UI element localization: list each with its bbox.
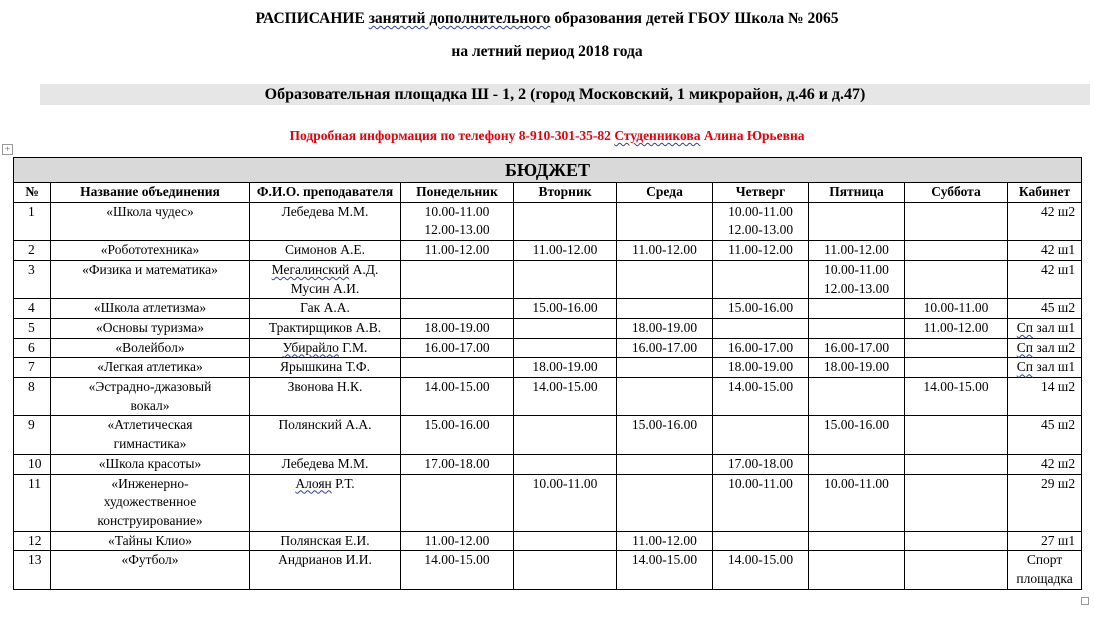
cell-thursday: 14.00-15.00 [713,378,809,416]
contact-info [0,128,1094,144]
cell-club-name: «Волейбол» [51,338,250,358]
cell-wednesday [617,299,713,319]
title-part: образования детей ГБОУ Школа № 2065 [550,10,839,27]
section-title: БЮДЖЕТ [14,158,1082,183]
cell-saturday [905,551,1008,589]
cell-teacher: Лебедева М.М. [250,454,401,474]
cell-saturday [905,241,1008,261]
cell-club-name: «Легкая атлетика» [51,358,250,378]
cell-thursday: 11.00-12.00 [713,241,809,261]
cell-teacher: Ярышкина Т.Ф. [250,358,401,378]
table-row [14,241,1082,261]
table-row [14,202,1082,240]
table-row [14,338,1082,358]
cell-monday: 17.00-18.00 [401,454,514,474]
cell-room: Спорт площадка [1008,551,1082,589]
table-row [14,551,1082,589]
cell-monday [401,299,514,319]
cell-wednesday: 15.00-16.00 [617,416,713,454]
cell-teacher: Звонова Н.К. [250,378,401,416]
schedule-table [13,157,1082,590]
cell-friday [809,378,905,416]
cell-tuesday: 11.00-12.00 [514,241,617,261]
col-thursday-header: Четверг [713,183,809,203]
cell-wednesday: 11.00-12.00 [617,241,713,261]
col-wednesday-header: Среда [617,183,713,203]
cell-tuesday: 15.00-16.00 [514,299,617,319]
cell-room: 14 ш2 [1008,378,1082,416]
cell-friday [809,299,905,319]
cell-saturday: 11.00-12.00 [905,318,1008,338]
spellcheck-word: Сп [1016,339,1033,355]
spellcheck-word: Сп [1016,319,1033,335]
cell-monday [401,260,514,298]
cell-friday: 18.00-19.00 [809,358,905,378]
cell-monday: 10.00-11.00 12.00-13.00 [401,202,514,240]
cell-thursday: 18.00-19.00 [713,358,809,378]
cell-tuesday [514,338,617,358]
cell-club-name: «Школа красоты» [51,454,250,474]
spellcheck-word: Алоян [295,475,332,491]
cell-saturday [905,454,1008,474]
cell-monday: 11.00-12.00 [401,531,514,551]
cell-thursday: 15.00-16.00 [713,299,809,319]
cell-tuesday [514,454,617,474]
table-move-handle-icon[interactable]: + [2,144,13,155]
contact-phone-text: Подробная информация по телефону 8-910-301-35-82 [289,128,615,143]
cell-number: 8 [14,378,51,416]
cell-tuesday [514,531,617,551]
cell-number: 11 [14,474,51,531]
cell-tuesday [514,260,617,298]
cell-number: 9 [14,416,51,454]
table-row [14,299,1082,319]
venue-banner: Образовательная площадка Ш - 1, 2 (город Московский, 1 микрорайон, д.46 и д.47) [40,84,1090,105]
col-friday-header: Пятница [809,183,905,203]
cell-friday: 10.00-11.00 [809,474,905,531]
cell-number: 4 [14,299,51,319]
cell-tuesday: 10.00-11.00 [514,474,617,531]
spellcheck-word: Убирайло [282,339,339,355]
col-room-header: Кабинет [1008,183,1082,203]
cell-number: 2 [14,241,51,261]
cell-number: 6 [14,338,51,358]
cell-wednesday: 16.00-17.00 [617,338,713,358]
table-row [14,531,1082,551]
table-row [14,260,1082,298]
cell-wednesday [617,260,713,298]
table-row [14,358,1082,378]
cell-friday [809,551,905,589]
cell-tuesday: 14.00-15.00 [514,378,617,416]
cell-thursday [713,531,809,551]
cell-monday: 11.00-12.00 [401,241,514,261]
table-row [14,454,1082,474]
cell-room: 42 ш1 [1008,260,1082,298]
cell-club-name: «Тайны Клио» [51,531,250,551]
cell-monday: 15.00-16.00 [401,416,514,454]
cell-number: 13 [14,551,51,589]
cell-thursday: 10.00-11.00 [713,474,809,531]
cell-friday [809,531,905,551]
cell-monday: 14.00-15.00 [401,378,514,416]
cell-club-name: «Школа чудес» [51,202,250,240]
cell-thursday: 14.00-15.00 [713,551,809,589]
cell-saturday [905,260,1008,298]
cell-club-name: «Инженерно- художественное конструирование» [51,474,250,531]
cell-club-name: «Основы туризма» [51,318,250,338]
cell-teacher: Полянская Е.И. [250,531,401,551]
cell-room: 42 ш2 [1008,454,1082,474]
cell-wednesday [617,378,713,416]
cell-club-name: «Футбол» [51,551,250,589]
spellcheck-word: Мегалинский [271,261,350,277]
cell-club-name: «Школа атлетизма» [51,299,250,319]
cell-saturday [905,202,1008,240]
cell-teacher: Трактирщиков А.В. [250,318,401,338]
cell-friday: 15.00-16.00 [809,416,905,454]
table-row [14,378,1082,416]
cell-tuesday [514,318,617,338]
cell-monday: 18.00-19.00 [401,318,514,338]
cell-room: Сп зал ш1 [1008,358,1082,378]
cell-teacher: Симонов А.Е. [250,241,401,261]
cell-wednesday [617,358,713,378]
col-saturday-header: Суббота [905,183,1008,203]
cell-saturday [905,338,1008,358]
cell-teacher: Мегалинский А.Д. Мусин А.И. [250,260,401,298]
col-club-name-header: Название объединения [51,183,250,203]
table-row [14,318,1082,338]
cell-saturday [905,416,1008,454]
spellcheck-word: Сп [1016,359,1033,375]
cell-wednesday: 18.00-19.00 [617,318,713,338]
cell-wednesday [617,202,713,240]
col-teacher-header: Ф.И.О. преподавателя [250,183,401,203]
cell-thursday [713,318,809,338]
cell-monday [401,474,514,531]
table-row [14,474,1082,531]
cell-saturday: 14.00-15.00 [905,378,1008,416]
cell-teacher: Андрианов И.И. [250,551,401,589]
page-subtitle: на летний период 2018 года [451,43,643,60]
table-body [14,202,1082,589]
cell-tuesday [514,551,617,589]
cell-room: Сп зал ш1 [1008,318,1082,338]
cell-wednesday [617,454,713,474]
cell-friday [809,202,905,240]
page-title [0,10,1094,28]
cell-thursday: 10.00-11.00 12.00-13.00 [713,202,809,240]
cell-saturday [905,358,1008,378]
cell-teacher: Гак А.А. [250,299,401,319]
cell-monday: 16.00-17.00 [401,338,514,358]
cell-club-name: «Физика и математика» [51,260,250,298]
cell-wednesday: 11.00-12.00 [617,531,713,551]
cell-club-name: «Эстрадно-джазовый вокал» [51,378,250,416]
table-header-row [14,183,1082,203]
cell-monday [401,358,514,378]
title-part-spellcheck: занятий дополнительного [368,10,551,27]
cell-tuesday: 18.00-19.00 [514,358,617,378]
col-number-header: № [14,183,51,203]
cell-friday: 16.00-17.00 [809,338,905,358]
cell-room: 29 ш2 [1008,474,1082,531]
cell-number: 10 [14,454,51,474]
contact-name: Алина Юрьевна [700,128,805,143]
cell-club-name: «Робототехника» [51,241,250,261]
col-tuesday-header: Вторник [514,183,617,203]
cell-teacher: Убирайло Г.М. [250,338,401,358]
cell-club-name: «Атлетическая гимнастика» [51,416,250,454]
contact-surname: Студенникова [614,128,701,143]
col-monday-header: Понедельник [401,183,514,203]
cell-teacher: Лебедева М.М. [250,202,401,240]
cell-saturday: 10.00-11.00 [905,299,1008,319]
cell-thursday: 17.00-18.00 [713,454,809,474]
cell-number: 7 [14,358,51,378]
cell-saturday [905,474,1008,531]
table-resize-handle-icon[interactable] [1081,597,1089,605]
cell-room: 45 ш2 [1008,416,1082,454]
cell-friday [809,454,905,474]
cell-friday: 10.00-11.00 12.00-13.00 [809,260,905,298]
cell-number: 3 [14,260,51,298]
cell-tuesday [514,416,617,454]
cell-room: 45 ш2 [1008,299,1082,319]
cell-thursday: 16.00-17.00 [713,338,809,358]
cell-number: 1 [14,202,51,240]
cell-tuesday [514,202,617,240]
cell-room: 27 ш1 [1008,531,1082,551]
table-row [14,416,1082,454]
cell-room: 42 ш1 [1008,241,1082,261]
cell-thursday [713,416,809,454]
cell-number: 5 [14,318,51,338]
cell-room: Сп зал ш2 [1008,338,1082,358]
title-part: РАСПИСАНИЕ [255,10,369,27]
cell-monday: 14.00-15.00 [401,551,514,589]
cell-number: 12 [14,531,51,551]
cell-teacher: Полянский А.А. [250,416,401,454]
cell-wednesday [617,474,713,531]
cell-saturday [905,531,1008,551]
cell-wednesday: 14.00-15.00 [617,551,713,589]
cell-room: 42 ш2 [1008,202,1082,240]
cell-friday [809,318,905,338]
cell-friday: 11.00-12.00 [809,241,905,261]
cell-teacher: Алоян Р.Т. [250,474,401,531]
cell-thursday [713,260,809,298]
